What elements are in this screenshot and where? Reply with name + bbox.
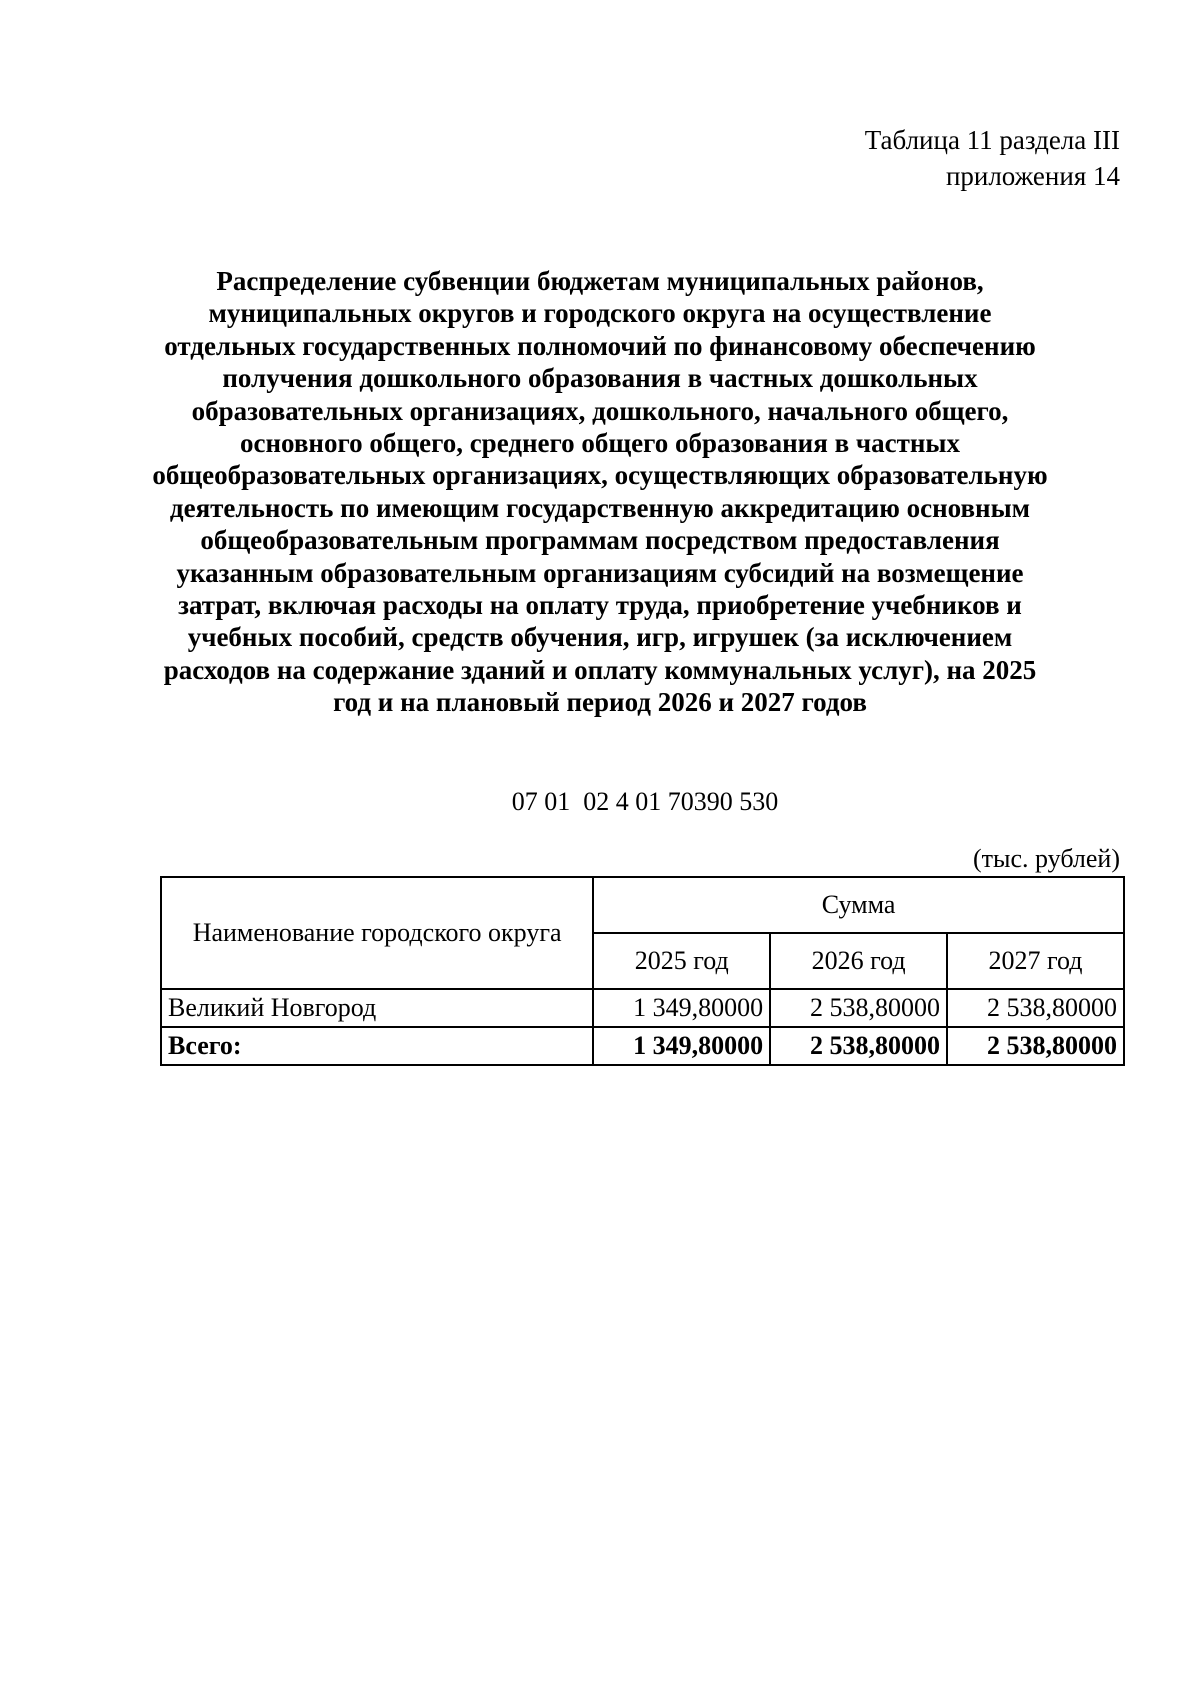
row-value-2026: 2 538,80000 <box>770 989 947 1027</box>
column-header-2026: 2026 год <box>770 933 947 989</box>
table-row <box>161 989 1124 1027</box>
row-value-2027: 2 538,80000 <box>947 989 1124 1027</box>
total-value-2026: 2 538,80000 <box>770 1027 947 1065</box>
total-label-cell: Всего: <box>161 1027 593 1065</box>
total-value-2025: 1 349,80000 <box>593 1027 770 1065</box>
column-header-name: Наименование городского округа <box>161 877 593 989</box>
table-total-row <box>161 1027 1124 1065</box>
table-reference-line-1: Таблица 11 раздела III <box>864 125 1120 155</box>
total-value-2027: 2 538,80000 <box>947 1027 1124 1065</box>
table-header-row-1 <box>161 877 1124 933</box>
column-header-2027: 2027 год <box>947 933 1124 989</box>
document-title: Распределение субвенции бюджетам муниципальных районов, муниципальных округов и городского округа на осуществление отдельных государственных полномочий по финансовому обеспечению получения дошкольного образования в частных дошкольных образовательных организациях, дошкольного, начального общего, основного общего, среднего общего образования в частных общеобразовательных организациях, осуществляющих образовательную деятельность по имеющим государственную аккредитацию основным общеобразовательным программам посредством предоставления указанным образовательным организациям субсидий на возмещение затрат, включая расходы на оплату труда, приобретение учебников и учебных пособий, средств обучения, игр, игрушек (за исключением расходов на содержание зданий и оплату коммунальных услуг), на 2025 год и на плановый период 2026 и 2027 годов <box>152 266 1048 718</box>
budget-classification-code: 07 01 02 4 01 70390 530 <box>511 787 779 816</box>
table-reference <box>865 122 1120 194</box>
column-header-sum: Сумма <box>593 877 1124 933</box>
column-header-2025: 2025 год <box>593 933 770 989</box>
row-value-2025: 1 349,80000 <box>593 989 770 1027</box>
subvention-table <box>160 876 1125 1066</box>
row-name-cell: Великий Новгород <box>161 989 593 1027</box>
table-reference-line-2: приложения 14 <box>945 161 1120 191</box>
units-label: (тыс. рублей) <box>972 844 1120 873</box>
